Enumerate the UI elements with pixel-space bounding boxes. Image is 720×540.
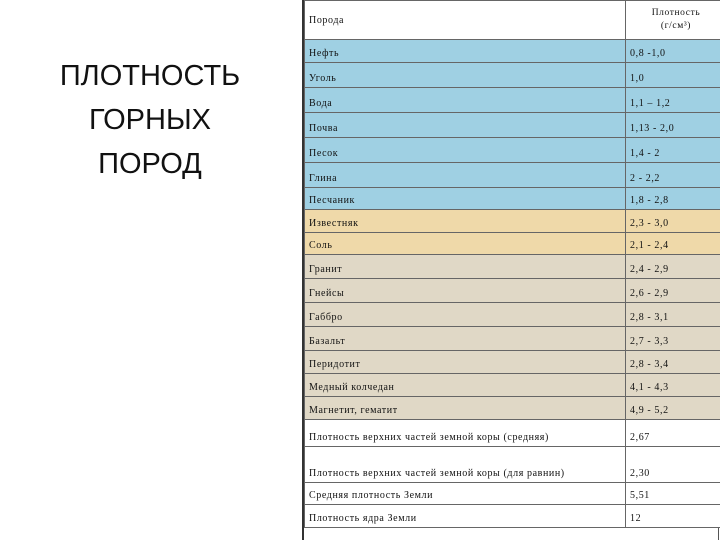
density-value-cell: 2,8 - 3,1 <box>626 303 720 327</box>
density-value-cell: 5,51 <box>626 483 720 505</box>
table-row <box>305 233 720 255</box>
header-rock: Порода <box>305 1 626 40</box>
density-value-cell: 1,1 – 1,2 <box>626 88 720 113</box>
density-value-cell: 2,67 <box>626 420 720 447</box>
table-row <box>305 210 720 233</box>
table-row <box>305 188 720 210</box>
rock-name-cell: Медный колчедан <box>305 374 626 397</box>
rock-name-cell: Базальт <box>305 327 626 351</box>
table-row <box>305 327 720 351</box>
title-line-1: ПЛОТНОСТЬ <box>59 60 241 92</box>
rock-name-cell: Почва <box>305 113 626 138</box>
table-row <box>305 483 720 505</box>
table-row <box>305 63 720 88</box>
table-row <box>305 40 720 63</box>
rock-name-cell: Плотность верхних частей земной коры (для равнин) <box>305 447 626 483</box>
rock-name-cell: Перидотит <box>305 351 626 374</box>
density-value-cell: 1,0 <box>626 63 720 88</box>
rock-name-cell: Нефть <box>305 40 626 63</box>
rock-name-cell: Известняк <box>305 210 626 233</box>
header-density-line-1: Плотность <box>651 8 701 18</box>
rock-name-cell: Средняя плотность Земли <box>305 483 626 505</box>
rock-name-cell: Магнетит, гематит <box>305 397 626 420</box>
rock-name-cell: Песок <box>305 138 626 163</box>
density-value-cell: 2 - 2,2 <box>626 163 720 188</box>
table-row <box>305 113 720 138</box>
table-row <box>305 255 720 279</box>
table-row <box>305 88 720 113</box>
rock-name-cell: Габбро <box>305 303 626 327</box>
rock-name-cell: Плотность ядра Земли <box>305 505 626 528</box>
density-value-cell: 2,7 - 3,3 <box>626 327 720 351</box>
density-value-cell: 2,6 - 2,9 <box>626 279 720 303</box>
table-row <box>305 138 720 163</box>
table-row <box>305 397 720 420</box>
rock-name-cell: Плотность верхних частей земной коры (средняя) <box>305 420 626 447</box>
table-row <box>305 420 720 447</box>
density-value-cell: 0,8 -1,0 <box>626 40 720 63</box>
density-value-cell: 1,4 - 2 <box>626 138 720 163</box>
table-row <box>305 447 720 483</box>
density-value-cell: 2,3 - 3,0 <box>626 210 720 233</box>
table-row <box>305 505 720 528</box>
title-line-3: ПОРОД <box>98 148 202 180</box>
density-value-cell: 1,13 - 2,0 <box>626 113 720 138</box>
rock-name-cell: Гранит <box>305 255 626 279</box>
title-line-2: ГОРНЫХ <box>89 104 211 136</box>
density-table <box>304 0 720 528</box>
rock-name-cell: Глина <box>305 163 626 188</box>
table-row <box>305 303 720 327</box>
density-value-cell: 2,1 - 2,4 <box>626 233 720 255</box>
density-table-container <box>302 0 719 540</box>
density-value-cell: 2,30 <box>626 447 720 483</box>
rock-name-cell: Гнейсы <box>305 279 626 303</box>
rock-name-cell: Соль <box>305 233 626 255</box>
header-density-line-2: (г/см³) <box>660 21 692 31</box>
density-value-cell: 4,1 - 4,3 <box>626 374 720 397</box>
table-row <box>305 374 720 397</box>
rock-name-cell: Вода <box>305 88 626 113</box>
rock-name-cell: Песчаник <box>305 188 626 210</box>
table-header-row <box>305 1 720 40</box>
density-value-cell: 12 <box>626 505 720 528</box>
density-value-cell: 2,4 - 2,9 <box>626 255 720 279</box>
density-value-cell: 1,8 - 2,8 <box>626 188 720 210</box>
page-title <box>40 54 260 186</box>
density-value-cell: 4,9 - 5,2 <box>626 397 720 420</box>
rock-name-cell: Уголь <box>305 63 626 88</box>
header-density <box>626 1 720 40</box>
table-row <box>305 163 720 188</box>
density-value-cell: 2,8 - 3,4 <box>626 351 720 374</box>
table-row <box>305 279 720 303</box>
table-row <box>305 351 720 374</box>
